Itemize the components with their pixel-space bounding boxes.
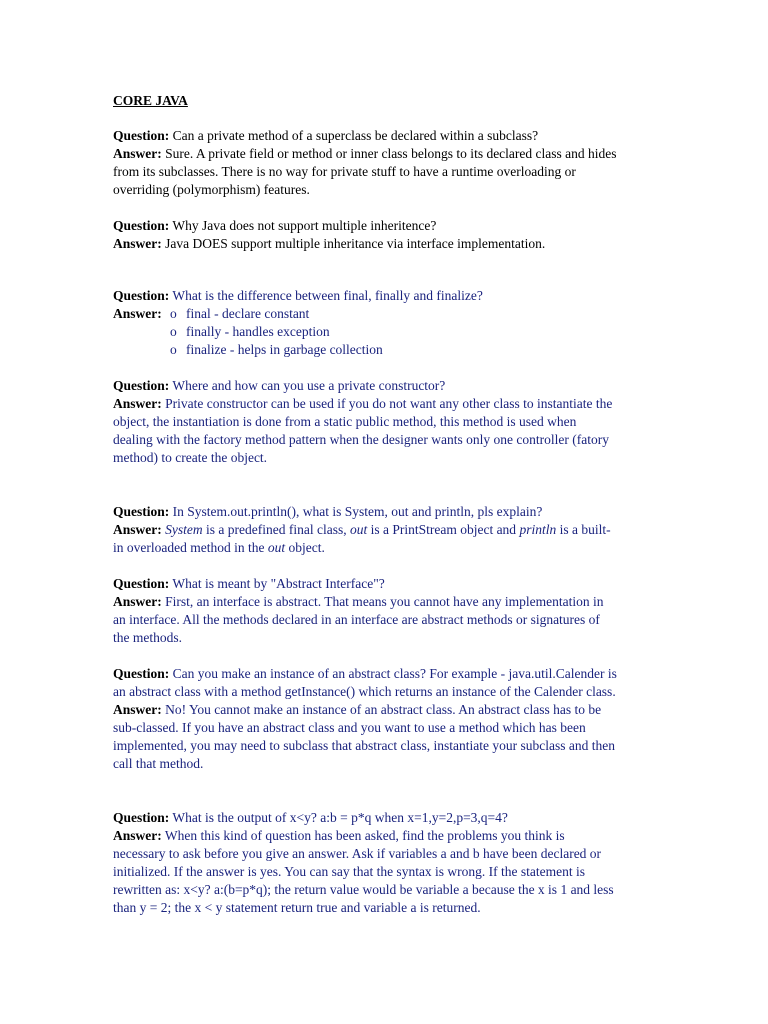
answer-text: First, an interface is abstract. That means you cannot have any implementation in bbox=[165, 594, 604, 609]
answer-label: Answer: bbox=[113, 306, 162, 321]
bullet-marker: o bbox=[170, 324, 177, 339]
question-text: What is the output of x<y? a:b = p*q when x=1,y=2,p=3,q=4? bbox=[172, 810, 508, 825]
spacer bbox=[113, 359, 673, 377]
bullet-marker: o bbox=[170, 342, 177, 357]
question-line bbox=[113, 503, 673, 521]
qa-item-7 bbox=[113, 665, 673, 773]
bullet-text: finalize - helps in garbage collection bbox=[186, 342, 383, 357]
question-label: Question: bbox=[113, 128, 170, 143]
answer-text: Private constructor can be used if you do not want any other class to instantiate the bbox=[165, 396, 613, 411]
question-label: Question: bbox=[113, 666, 170, 681]
question-line bbox=[113, 575, 673, 593]
question-text: Can you make an instance of an abstract class? For example - java.util.Calender is bbox=[172, 666, 617, 681]
answer-label: Answer: bbox=[113, 594, 162, 609]
question-line bbox=[113, 809, 673, 827]
qa-item-5 bbox=[113, 503, 673, 557]
answer-label: Answer: bbox=[113, 702, 162, 717]
answer-line bbox=[113, 395, 673, 413]
question-text: Why Java does not support multiple inheritence? bbox=[172, 218, 437, 233]
answer-line bbox=[113, 145, 673, 163]
answer-text: from its subclasses. There is no way for private stuff to have a runtime overloading or bbox=[113, 164, 576, 179]
answer-text bbox=[113, 539, 673, 557]
answer-text: than y = 2; the x < y statement return true and variable a is returned. bbox=[113, 900, 481, 915]
question-text: Where and how can you use a private constructor? bbox=[172, 378, 446, 393]
qa-item-6 bbox=[113, 575, 673, 647]
answer-text-segment: is a predefined final class, bbox=[202, 522, 350, 537]
question-line bbox=[113, 287, 673, 305]
answer-text-segment: object. bbox=[285, 540, 325, 555]
spacer bbox=[113, 647, 673, 665]
question-text: Can a private method of a superclass be declared within a subclass? bbox=[172, 128, 539, 143]
question-text: In System.out.println(), what is System, out and println, pls explain? bbox=[172, 504, 543, 519]
question-label: Question: bbox=[113, 810, 170, 825]
answer-text bbox=[165, 522, 610, 537]
answer-text: method) to create the object. bbox=[113, 450, 268, 465]
question-line bbox=[113, 665, 673, 683]
out-term: out bbox=[267, 540, 286, 555]
answer-text-segment: is a PrintStream object and bbox=[367, 522, 520, 537]
qa-item-3 bbox=[113, 287, 673, 359]
answer-text-segment: is a built- bbox=[556, 522, 611, 537]
bullet-text: final - declare constant bbox=[186, 306, 310, 321]
answer-bullet-list bbox=[113, 305, 673, 359]
answer-text-segment: in overloaded method in the bbox=[113, 540, 268, 555]
spacer bbox=[113, 557, 673, 575]
println-term: println bbox=[519, 522, 557, 537]
answer-text: Java DOES support multiple inheritance via interface implementation. bbox=[165, 236, 546, 251]
answer-text: Sure. A private field or method or inner class belongs to its declared class and hides bbox=[165, 146, 617, 161]
answer-label: Answer: bbox=[113, 146, 162, 161]
question-label: Question: bbox=[113, 576, 170, 591]
answer-label: Answer: bbox=[113, 828, 162, 843]
answer-line bbox=[113, 701, 673, 719]
answer-line bbox=[113, 235, 673, 253]
qa-item-1 bbox=[113, 127, 673, 199]
spacer bbox=[113, 199, 673, 217]
answer-text: rewritten as: x<y? a:(b=p*q); the return value would be variable a because the x is 1 and less bbox=[113, 882, 614, 897]
list-item bbox=[113, 323, 673, 341]
answer-text: initialized. If the answer is yes. You can say that the syntax is wrong. If the statement is bbox=[113, 864, 586, 879]
question-text: What is meant by "Abstract Interface"? bbox=[172, 576, 385, 591]
out-term: out bbox=[349, 522, 368, 537]
spacer bbox=[113, 253, 673, 287]
answer-text: When this kind of question has been asked, find the problems you think is bbox=[164, 828, 565, 843]
list-item bbox=[113, 341, 673, 359]
qa-item-8 bbox=[113, 809, 673, 917]
answer-text: No! You cannot make an instance of an abstract class. An abstract class has to be bbox=[165, 702, 602, 717]
question-line bbox=[113, 127, 673, 145]
system-term: System bbox=[165, 522, 203, 537]
qa-item-4 bbox=[113, 377, 673, 467]
answer-label: Answer: bbox=[113, 236, 162, 251]
answer-line bbox=[113, 593, 673, 611]
bullet-marker: o bbox=[170, 306, 177, 321]
question-label: Question: bbox=[113, 288, 170, 303]
document-page bbox=[113, 92, 673, 917]
question-line bbox=[113, 377, 673, 395]
question-label: Question: bbox=[113, 504, 170, 519]
question-text: an abstract class with a method getInstance() which returns an instance of the Calender class. bbox=[113, 684, 616, 699]
question-line bbox=[113, 217, 673, 235]
answer-text: overriding (polymorphism) features. bbox=[113, 182, 310, 197]
answer-text: the methods. bbox=[113, 630, 182, 645]
spacer bbox=[113, 467, 673, 503]
document-title: CORE JAVA bbox=[113, 93, 188, 108]
answer-text: implemented, you may need to subclass that abstract class, instantiate your subclass and then bbox=[113, 738, 615, 753]
answer-line bbox=[113, 521, 673, 539]
list-item bbox=[113, 305, 673, 323]
answer-text: an interface. All the methods declared in an interface are abstract methods or signatures of bbox=[113, 612, 600, 627]
spacer bbox=[113, 773, 673, 809]
answer-text: object, the instantiation is done from a static public method, this method is used when bbox=[113, 414, 577, 429]
question-label: Question: bbox=[113, 218, 170, 233]
question-label: Question: bbox=[113, 378, 170, 393]
answer-text: dealing with the factory method pattern when the designer wants only one controller (fatory bbox=[113, 432, 609, 447]
answer-text: sub-classed. If you have an abstract class and you want to use a method which has been bbox=[113, 720, 586, 735]
qa-item-2 bbox=[113, 217, 673, 253]
bullet-text: finally - handles exception bbox=[186, 324, 330, 339]
answer-text: call that method. bbox=[113, 756, 204, 771]
answer-label: Answer: bbox=[113, 522, 162, 537]
answer-line bbox=[113, 827, 673, 845]
question-text: What is the difference between final, finally and finalize? bbox=[172, 288, 483, 303]
answer-text: necessary to ask before you give an answer. Ask if variables a and b have been declared or bbox=[113, 846, 602, 861]
answer-label: Answer: bbox=[113, 396, 162, 411]
